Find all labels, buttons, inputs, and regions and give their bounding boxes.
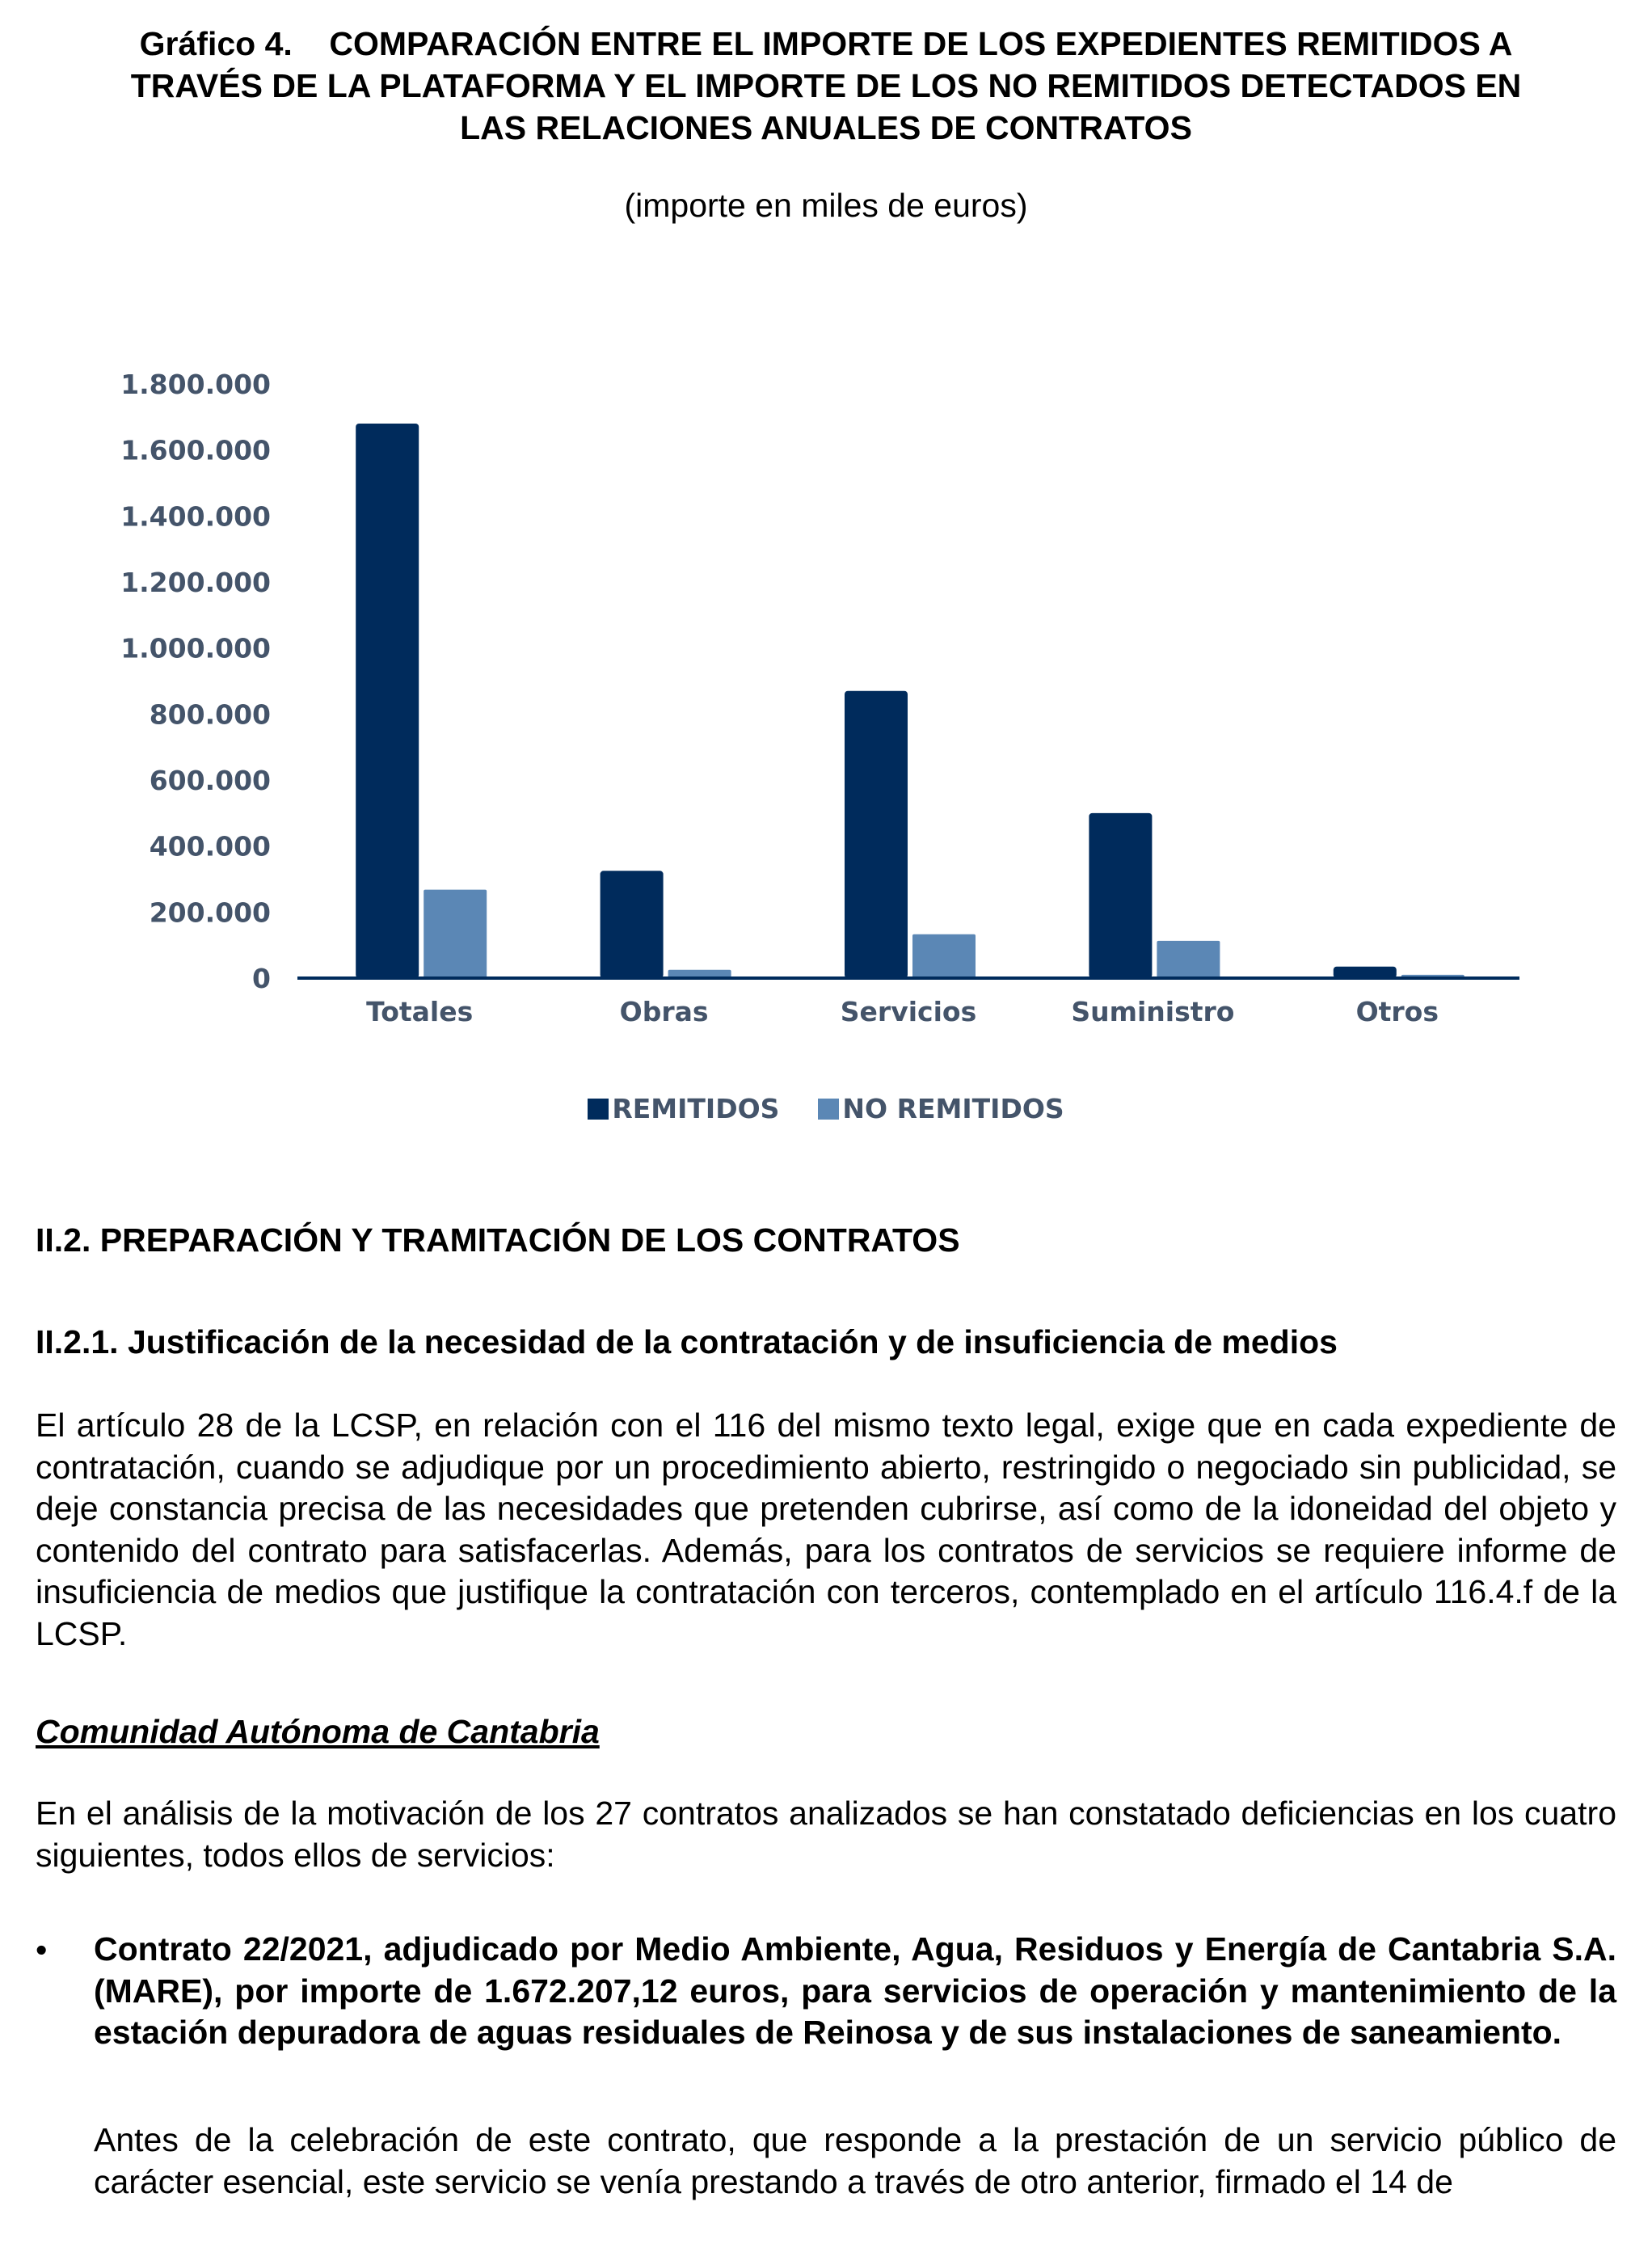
x-category-label: Suministro [1071, 996, 1235, 1027]
y-tick-label: 0 [252, 963, 271, 994]
x-category-label: Obras [619, 996, 709, 1027]
x-category-label: Servicios [840, 996, 977, 1027]
bullet-contract-22-2021: Contrato 22/2021, adjudicado por Medio Ambiente, Agua, Residuos y Energía de Cantabria S.A. (MARE), por importe de 1.672.207,12 euros, para servicios de operación y mantenimiento de la estación depuradora de aguas residuales de Reinosa y de sus instalaciones de saneamiento. [94, 1930, 1616, 2051]
y-tick-label: 800.000 [149, 698, 271, 731]
legend-swatch-remitidos [588, 1099, 609, 1120]
y-tick-label: 1.400.000 [120, 500, 271, 533]
bar-remitidos-obras [601, 871, 664, 978]
y-tick-label: 400.000 [149, 830, 271, 863]
chart-title-line-3: LAS RELACIONES ANUALES DE CONTRATOS [460, 109, 1192, 146]
legend-item-remitidos [588, 1093, 779, 1124]
y-tick-label: 200.000 [149, 896, 271, 929]
y-tick-label: 1.600.000 [120, 434, 271, 466]
region-heading: Comunidad Autónoma de Cantabria [36, 1713, 600, 1750]
chart-title [48, 23, 1604, 149]
legend-swatch-no-remitidos [818, 1099, 839, 1120]
bar-no-remitidos-suministro [1157, 941, 1220, 978]
subsection-heading: II.2.1. Justificación de la necesidad de la contratación y de insuficiencia de medios [36, 1323, 1338, 1360]
paragraph-analysis: En el análisis de la motivación de los 27 contratos analizados se han constatado deficiencias en los cuatro siguientes, todos ellos de servicios: [36, 1795, 1616, 1874]
bar-remitidos-servicios [845, 691, 908, 978]
x-category-label: Totales [366, 996, 474, 1027]
x-category-label: Otros [1355, 996, 1439, 1027]
legend-item-no-remitidos [818, 1093, 1064, 1124]
y-tick-label: 1.200.000 [120, 567, 271, 598]
bar-chart [0, 340, 1652, 1067]
y-tick-label: 1.000.000 [120, 632, 271, 664]
chart-title-line-1: Gráfico 4. COMPARACIÓN ENTRE EL IMPORTE DE LOS EXPEDIENTES REMITIDOS A [139, 25, 1513, 62]
bar-no-remitidos-servicios [912, 934, 976, 978]
legend-label-no-remitidos: NO REMITIDOS [842, 1093, 1064, 1124]
paragraph-lcsp: El artículo 28 de la LCSP, en relación con el 116 del mismo texto legal, exige que en cada expediente de contratación, cuando se adjudique por un procedimiento abierto, restringido o negociado sin publicidad, se deje constancia precisa de las necesidades que pretenden cubrirse, así como de la idoneidad del objeto y contenido del contrato para satisfacerlas. Además, para los contratos de servicios se requiere informe de insuficiencia de medios que justifique la contratación con terceros, contemplado en el artículo 116.4.f de la LCSP. [36, 1407, 1616, 1652]
bar-no-remitidos-totales [424, 890, 487, 978]
bar-remitidos-totales [356, 424, 419, 978]
section-heading: II.2. PREPARACIÓN Y TRAMITACIÓN DE LOS CONTRATOS [36, 1221, 960, 1259]
bullet-marker: • [36, 1931, 48, 1968]
chart-title-line-2: TRAVÉS DE LA PLATAFORMA Y EL IMPORTE DE LOS NO REMITIDOS DETECTADOS EN [130, 67, 1522, 104]
bar-remitidos-suministro [1089, 813, 1152, 978]
paragraph-contract-background: Antes de la celebración de este contrato, que responde a la prestación de un servicio público de carácter esencial, este servicio se venía prestando a través de otro anterior, firmado el 14 de [94, 2121, 1616, 2200]
legend-label-remitidos: REMITIDOS [612, 1093, 780, 1124]
y-tick-label: 600.000 [149, 765, 271, 796]
chart-subtitle: (importe en miles de euros) [624, 187, 1028, 224]
bar-remitidos-otros [1334, 967, 1397, 978]
y-tick-label: 1.800.000 [120, 369, 271, 400]
chart-legend [0, 1093, 1652, 1124]
